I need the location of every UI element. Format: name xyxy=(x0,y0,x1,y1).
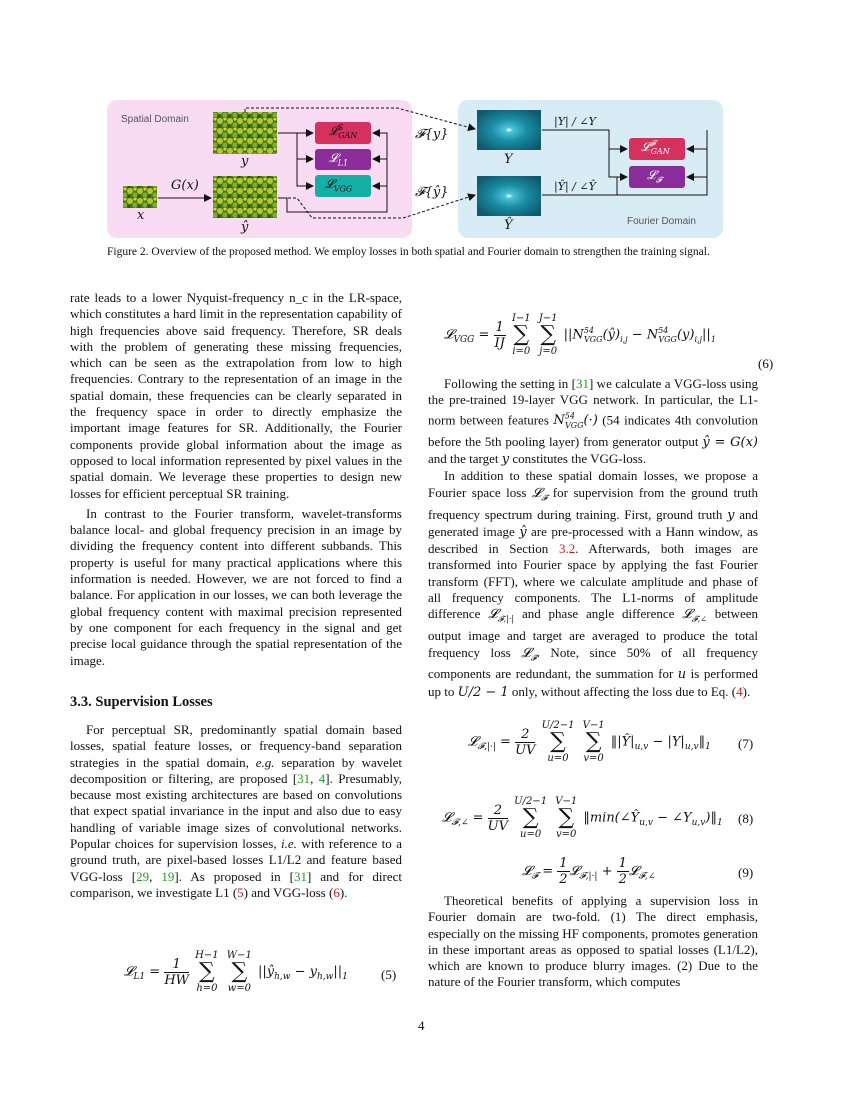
label-fy: 𝓕{y} xyxy=(415,127,449,142)
left-column-lower xyxy=(70,722,402,901)
cite-29[interactable]: 29 xyxy=(136,868,150,884)
cite-31b[interactable]: 31 xyxy=(294,868,307,884)
label-Y: Y xyxy=(504,152,513,167)
equation-5: 𝓛$_{L1}$ = $\frac{1}{HW}$ H−1 ∑ h=0 W−1 ∑ w=0 $||ŷ_{h,w} - y_{h,w}||_1$ xyxy=(124,950,348,994)
image-yhat xyxy=(213,176,277,218)
spatial-domain-label: Spatial Domain xyxy=(121,114,189,125)
equation-7: 𝓛$_{𝓕,|\cdot|}$ = $\frac{2}{UV}$ U/2−1 ∑ u=0 V−1 ∑ v=0 $‖|Ŷ|_{u,v}$ − $|Y|_{u,v}‖_1$ xyxy=(468,720,711,764)
loss-l1-label: 𝓛$_{L1}$ xyxy=(329,151,349,168)
figure-overview xyxy=(107,98,723,240)
left-column xyxy=(70,290,402,669)
cite-4[interactable]: 4 xyxy=(318,770,326,786)
equation-8: 𝓛$_{𝓕,\angle}$ = $\frac{2}{UV}$ U/2−1 ∑ u=0 V−1 ∑ v=0 $‖\min(\angle Ŷ_{u,v}$ − $\angle Y_{u,v})‖_1$ xyxy=(442,796,723,840)
ref-eq4[interactable]: 4 xyxy=(736,683,743,699)
eq9-number: (9) xyxy=(738,865,754,880)
image-x xyxy=(123,186,157,208)
right-column xyxy=(428,376,758,701)
label-x: x xyxy=(137,208,145,223)
loss-f-label: 𝓛$_𝓕$ xyxy=(647,168,662,185)
section-heading: 3.3. Supervision Losses xyxy=(70,694,213,710)
left-paragraph-1: rate leads to a lower Nyquist-frequency n_c in the LR-space, which constitutes a hard limit in the representation capability of high frequencies above said frequency. Therefore, SR deals with the problem of generating these missing frequencies, which can be seen as the extrapolation from low to high frequencies. Contrary to the representation of an image in the spatial domain, these frequencies can be clearly separated in the frequency space in order to directly emphasize the important image features for SR. Additionally, the Fourier components provide global information about the image as opposed to local information represented by pixel values in the spatial domain. We leverage these properties to design new losses for efficient perceptual SR training. xyxy=(70,290,402,501)
cite-19[interactable]: 19 xyxy=(161,868,175,884)
loss-vgg-label: 𝓛$_{VGG}$ xyxy=(325,177,353,194)
label-yhat: ŷ xyxy=(241,220,249,235)
label-y: y xyxy=(241,154,249,169)
left-paragraph-3: For perceptual SR, predominantly spatial domain based losses, spatial feature losses, or frequency-band separation strategies in the spatial domain, e.g. separation by wavelet decomposition or filtering, are proposed [31, 4]. Presumably, because most existing architectures are based on convolutions that expect spatial invariance in the input and also due to easy handling of variable image sizes of convolutional networks. Popular choices for supervision losses, i.e. with reference to a ground truth, are pixel-based losses L1/L2 and feature based VGG-loss [29, 19]. As proposed in [31] and for direct comparison, we investigate L1 (5) and VGG-loss (6). xyxy=(70,722,403,900)
image-Yhat-spectrum xyxy=(477,176,541,216)
eq8-number: (8) xyxy=(738,811,754,826)
page-number: 4 xyxy=(418,1018,425,1033)
eq5-number: (5) xyxy=(381,967,397,982)
eq6-number: (6) xyxy=(758,356,774,371)
label-gx: G(x) xyxy=(171,178,199,193)
eq7-number: (7) xyxy=(738,736,754,751)
cite-31[interactable]: 31 xyxy=(297,770,311,786)
right-column-lower xyxy=(428,893,758,991)
fourier-domain-label: Fourier Domain xyxy=(627,216,696,227)
ref-eq6[interactable]: 6 xyxy=(333,884,340,900)
label-Yhat: Ŷ xyxy=(504,218,513,233)
right-paragraph-1: Following the setting in [31] we calculate a VGG-loss using the pre-trained 19-layer VGG network. In particular, the L1-norm between features $N^{54}_{VGG}(\cdot)$ (54 indicates 4th convolution before the 5th pooling layer) from generator output ŷ = G(x) and the target y constitutes the VGG-loss. xyxy=(428,376,758,468)
equation-9: 𝓛$_𝓕$ = $\frac{1}{2}$ 𝓛$_{𝓕,|\cdot|}$ + $\frac{1}{2}$ 𝓛$_{𝓕,\angle}$ xyxy=(522,856,656,887)
label-fyhat: 𝓕{ŷ} xyxy=(415,185,449,200)
ref-section-3-2[interactable]: 3.2 xyxy=(558,541,576,557)
image-y xyxy=(213,112,277,154)
right-paragraph-3: Theoretical benefits of applying a supervision loss in Fourier domain are two-fold. (1) The direct emphasis, especially on the missing HF components, promotes generation in these important areas as opposed to spatial losses (L1/L2), which are known to produce blurry images. (2) Due to the nature of the Fourier transform, which computes xyxy=(428,893,758,990)
right-paragraph-2: In addition to these spatial domain losses, we propose a Fourier space loss 𝓛$_𝓕$ for supervision from the ground truth frequency spectrum during training. First, ground truth y and generated image ŷ are pre-processed with a Hann window, as described in Section 3.2. Afterwards, both images are transformed into Fourier space by applying the fast Fourier transform (FFT), where we calculate amplitude and phase of all frequency components. The L1-norms of amplitude difference 𝓛$_{𝓕,|\cdot|}$ and phase angle difference 𝓛$_{𝓕,\angle}$ between output image and target are averaged to produce the total frequency loss 𝓛$_𝓕$. Note, since 50% of all frequency components are redundant, the summation for u is performed up to U/2 − 1 only, without affecting the loss due to Eq. (4). xyxy=(428,468,759,700)
equation-6: 𝓛$_{VGG}$ = $\frac{1}{IJ}$ I−1 ∑ i=0 J−1 ∑ j=0 $||N^{54}_{VGG}(ŷ)_{i,j} - N^{54}_{VGG}(y)_{i,j}||_1$ xyxy=(444,313,716,357)
ref-eq5[interactable]: 5 xyxy=(237,884,244,900)
image-Y-spectrum xyxy=(477,110,541,150)
label-amp-phase: |Y| / ∠Y xyxy=(554,115,596,128)
figure-caption: Figure 2. Overview of the proposed method. We employ losses in both spatial and Fourier domain to strengthen the training signal. xyxy=(107,246,710,258)
loss-gan-fourier-label: 𝓛$^𝓕_{GAN}$ xyxy=(641,139,670,157)
label-amp-phase-hat: |Ŷ| / ∠Ŷ xyxy=(554,180,596,193)
left-paragraph-2: In contrast to the Fourier transform, wavelet-transforms balance local- and global frequency precision in an image by dividing the frequency content into different subbands. This property is useful for many practical applications where this information is needed. However, we are not forced to find a balance. For application in our losses, we can both leverage the global frequency content with maximal precision represented by one component for each frequency in the signal and get precise local guidance through the spatial representation of the image. xyxy=(70,505,402,668)
cite-31c[interactable]: 31 xyxy=(575,376,589,391)
loss-gan-spatial-label: 𝓛$^S_{GAN}$ xyxy=(329,123,358,141)
